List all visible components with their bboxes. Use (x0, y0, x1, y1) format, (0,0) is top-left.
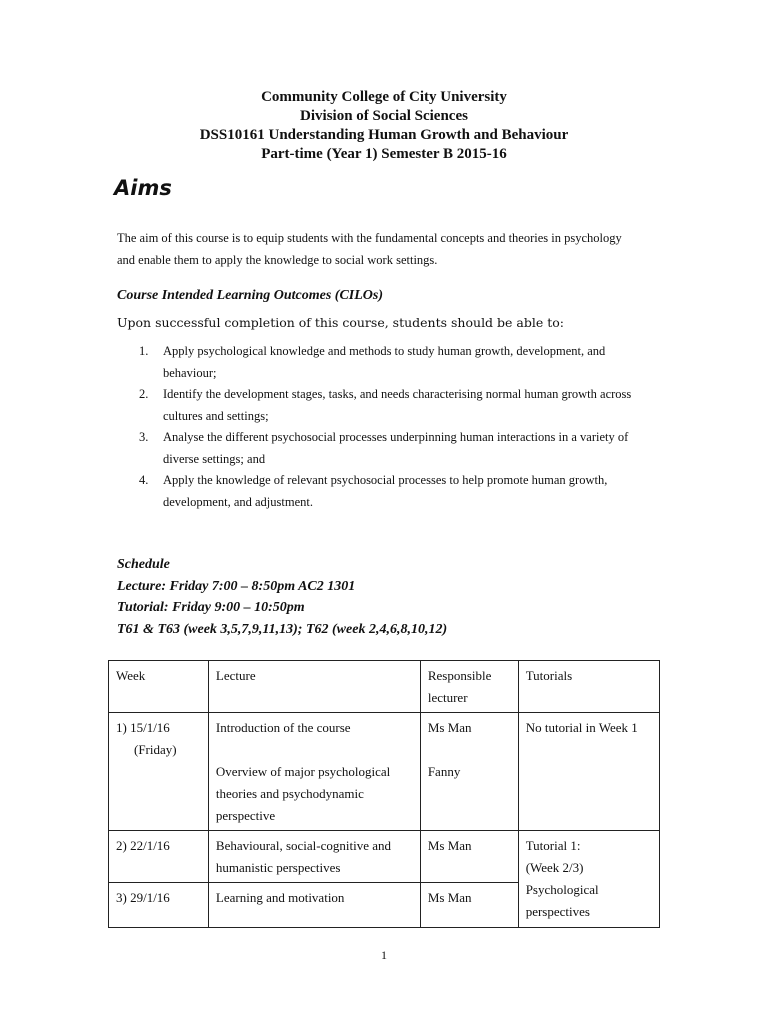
tutorial-time: Tutorial: Friday 9:00 – 10:50pm (117, 600, 305, 615)
week-cell (109, 713, 209, 831)
list-item (139, 341, 659, 384)
lecture-cell (208, 713, 420, 831)
schedule-table (108, 660, 660, 928)
list-item (139, 384, 659, 427)
table-row (109, 713, 660, 831)
institution-name: Community College of City University (261, 89, 507, 105)
column-header-lecture: Lecture (208, 661, 420, 713)
list-text: Apply psychological knowledge and methods to study human growth, development, and behaviour; (163, 344, 606, 380)
document-header (0, 88, 768, 164)
week-cell: 2) 22/1/16 (109, 831, 209, 883)
lecture-topic: Overview of major psychological theories and psychodynamic perspective (215, 764, 391, 823)
lecture-topic: Introduction of the course (215, 720, 351, 735)
week-date: 1) 15/1/16 (116, 720, 170, 735)
list-number: 4. (139, 473, 149, 487)
term-info: Part-time (Year 1) Semester B 2015-16 (261, 146, 507, 162)
tutorial-groups: T61 & T63 (week 3,5,7,9,11,13); T62 (week 2,4,6,8,10,12) (117, 621, 448, 637)
aims-paragraph: The aim of this course is to equip students with the fundamental concepts and theories in psychology and enable them to apply the knowledge to social work settings. (117, 231, 622, 267)
list-text: Apply the knowledge of relevant psychosocial processes to help promote human growth, development, and adjustment. (163, 473, 608, 509)
lecture-cell: Behavioural, social-cognitive and humanistic perspectives (208, 831, 420, 883)
tutorial-weeks: (Week 2/3) (525, 860, 584, 875)
list-text: Analyse the different psychosocial processes underpinning human interactions in a variety of diverse settings; and (163, 430, 629, 466)
column-header-week: Week (109, 661, 209, 713)
tutorial-label: Tutorial 1: (525, 838, 581, 853)
list-number: 2. (139, 387, 149, 401)
week-cell: 3) 29/1/16 (109, 883, 209, 928)
cilos-heading: Course Intended Learning Outcomes (CILOs) (117, 288, 384, 303)
list-number: 3. (139, 430, 149, 444)
tutorial-cell (518, 831, 659, 928)
week-day: (Friday) (134, 742, 177, 757)
aims-heading: Aims (114, 176, 172, 200)
list-number: 1. (139, 344, 149, 358)
lecturer-cell: Ms Man (420, 883, 518, 928)
schedule-block (117, 554, 447, 640)
list-item (139, 470, 659, 513)
lecturer-name: Fanny (427, 764, 461, 779)
course-title: DSS10161 Understanding Human Growth and Behaviour (199, 127, 569, 143)
tutorial-cell: No tutorial in Week 1 (518, 713, 659, 831)
lecturer-name: Ms Man (427, 720, 472, 735)
column-header-tutorials: Tutorials (518, 661, 659, 713)
lecture-cell: Learning and motivation (208, 883, 420, 928)
list-item (139, 427, 659, 470)
page-number: 1 (381, 948, 387, 962)
schedule-heading: Schedule (117, 557, 170, 572)
list-text: Identify the development stages, tasks, and needs characterising normal human growth across cultures and settings; (163, 387, 632, 423)
lecturer-cell: Ms Man (420, 831, 518, 883)
table-header-row (109, 661, 660, 713)
tutorial-topic: Psychological perspectives (525, 882, 599, 919)
division-name: Division of Social Sciences (300, 108, 468, 124)
column-header-lecturer: Responsible lecturer (420, 661, 518, 713)
cilos-intro: Upon successful completion of this course, students should be able to: (117, 315, 564, 330)
lecturer-cell (420, 713, 518, 831)
lecture-time: Lecture: Friday 7:00 – 8:50pm AC2 1301 (117, 578, 356, 594)
table-row (109, 831, 660, 883)
cilos-list (139, 341, 659, 513)
